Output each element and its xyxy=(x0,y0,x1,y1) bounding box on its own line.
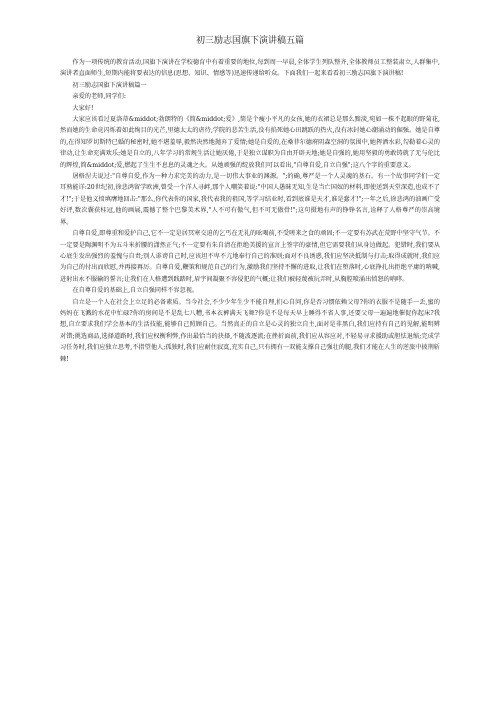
salutation: 亲爱的老师,同学们: xyxy=(72,93,126,101)
paragraph-turgenev: 屠格涅夫说过:"自尊自爱,作为一种力求完美的动力,是一切伟大事业的渊源。";的确,尊严是一个人灵魂的基石。有一个故事同学们一定耳熟能详:20世纪初,徐悲鸿留学欧洲,曾受一个洋人寻衅,那个人嘲笑着说:"中国人愚昧无知,生是当亡国奴的材料,即使送到天堂深造,也成不了才!";于是他义愤填膺地回击:"那么,你代表你的国家,我代表我的祖国,等学习结业时,看到底谁是天才,谁是蠢才!";一年之后,徐悲鸿的油画广受好评,数次囊获桂冠,他的画展,震撼了整个巴黎美术界,"人不可有傲气,但不可无傲骨!";这句摄地有声的铮铮名言,诠释了人格尊严的崇高境界。 xyxy=(60,173,440,226)
paragraph-jane-eyre: 大家应该看过夏洛蒂&middot;勃朗特的《简&middot;爱》,简是个瘦小平凡的女孩,她的衣裙总是那么黯淡,宛如一株不起眼的野菊花,然而她的生命竟闪烁着如此绚目的光芒,里德太太的虐待,学院的悲苦生活,没有掐死她心田跳跃的热火,没有冰封她心潮涌动的倔强。她是自尊的,在得知罗切斯特已婚的秘密时,她不堪羞辱,毅然决然地抛弃了爱情;她是自爱的,在桑菲尔德府阴森空洞的氛围中,她挥洒水彩,勾勒着心灵的律动,让生命充满欢乐;她是自立的,八年学习的常规生活让她厌倦,于是独立谋职为自由开辟天地;她是自强的,她用坚毅的勇敢铸就了无与伦比的辉煌,简&middot;爱,燃起了生生不息息的灵魂之火。从她顽强的绽放我们可以看出,"自尊自爱,自立自强";这八个字的重要意义。 xyxy=(60,116,440,169)
paragraph-self-respect: 自尊自爱,即尊重和爱护自己,它不一定是居冥寒交迫的乞丐在无礼的吆喝前,不受嗟来之食的顽固;不一定要有苏武在荒野中坚守气节。不一定要是陶渊明不为五斗米折腰的潇然正气;不一定要有朱自清在拒绝美援的宣言上签字的豪情,但它需要我们从身边做起。犯错时,我们要从心底生发出强烈的羞愧与自责;别人诽谤自己时,应该坦不卑不亢地奉行自己的准则;面对不良诱惑,我们应坚决抵制与打击;取得成就时,我们应为自己的付出而欣慰,并再接再厉。自尊自爱,鞭策和规范自己的行为,激励我们坚持不懈的进取,让我们在堕落时,心底挣扎出拒绝平庸的呐喊,迸射出永不服输的誓言;让我们在人格遭到践踏时,眉宇间凝聚不容侵犯的气概;让我们被轻蔑被玩弄时,从胸腔喷涌出愤怒的吶哮。 xyxy=(60,230,440,283)
section-heading: 初三励志国旗下演讲稿篇一 xyxy=(72,81,147,89)
greeting: 大家好! xyxy=(72,104,94,112)
document-body xyxy=(60,57,440,365)
paragraph-intro: 作为一项传统的教育活动,国旗下演讲在学校德育中有着重要的地位,每到周一早晨,全体学生列队整齐,全体教师员工整装肃立,人群集中,演讲者直面师生,短期内能将要表达的信息(思想、知识、情感等)迅速传递给听众。下面我们一起来看看初三励志国旗下演讲稿! xyxy=(60,59,440,78)
document-title: 初三励志国旗下演讲稿五篇 xyxy=(195,36,304,46)
paragraph-transition: 在自尊自爱的基础上,自立自强同样不容忽视。 xyxy=(72,287,199,295)
paragraph-self-reliance: 自立是一个人在社会上立足的必备素质。当今社会,不少少年生少不能自理,扪心自问,你是否习惯依赖父母?你的衣服不是随手一丢,蜜的妈妈在飞溅的水花中忙碌?你的房间是不是乱七八糟,书本衣裤满天飞舞?你是不是每天早上睡得不省人事,还要父母一遍遍地催促你起床?我想,自立要求我们学会基本的生活技能,能够自己照顾自己。当然真正的自立是心灵的独立自主,面对是非黑白,我们应持有自己的见解,能明辨对错;挑选商品,选择道路时,我们应权衡利弊,作出最恰当的抉择,不随波逐流;在挫折面前,我们应从容应对,不轻易寻求援助或胆怯退缩;完成学习任务时,我们应独立思考,不指望他人;孤独时,我们应耐住寂寞,充实自己,只有拥有一双能支撑自己强壮的腿,我们才能在人生的逆旅中披荆斩棘! xyxy=(60,298,440,363)
